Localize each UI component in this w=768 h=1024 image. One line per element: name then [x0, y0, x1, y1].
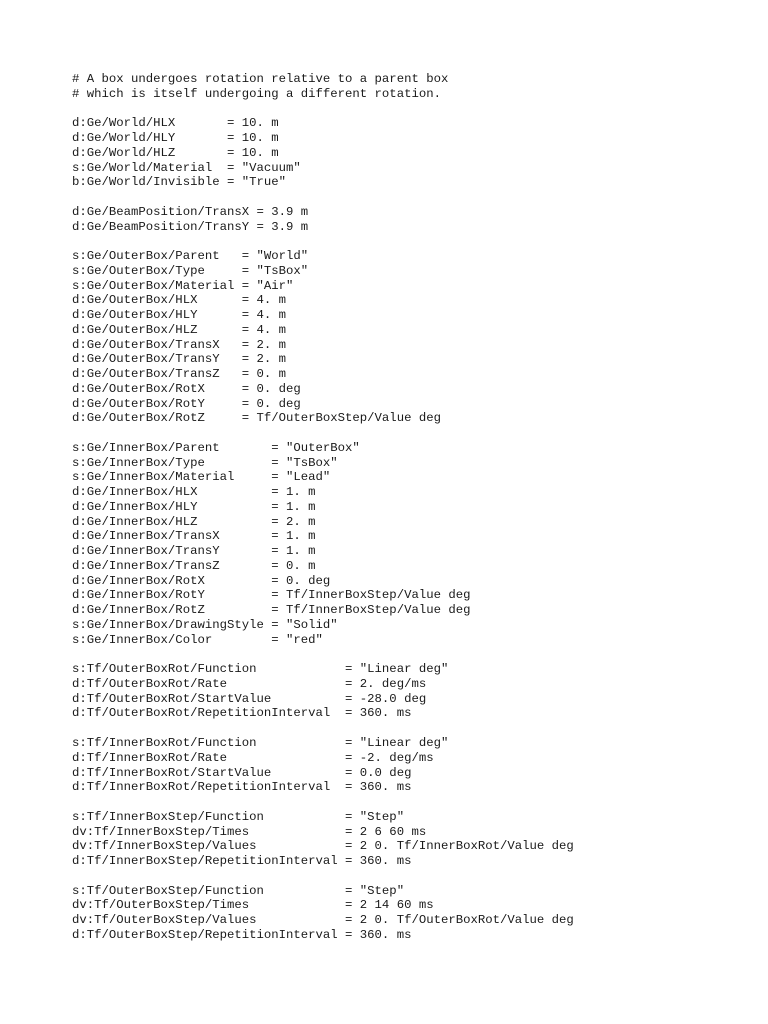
parameter-line: d:Ge/OuterBox/RotX = 0. deg [72, 381, 301, 396]
parameter-line: d:Ge/InnerBox/TransY = 1. m [72, 544, 316, 559]
parameter-line: s:Ge/InnerBox/DrawingStyle = "Solid" [72, 617, 338, 632]
parameter-line: d:Ge/OuterBox/HLY = 4. m [72, 308, 287, 323]
parameter-line: d:Ge/InnerBox/HLX = 1. m [72, 485, 316, 500]
parameter-line: d:Tf/InnerBoxRot/RepetitionInterval = 360. ms [72, 780, 412, 795]
parameter-line: s:Ge/OuterBox/Type = "TsBox" [72, 263, 309, 278]
parameter-line: d:Ge/InnerBox/RotZ = Tf/InnerBoxStep/Value deg [72, 603, 471, 618]
parameter-line: s:Ge/InnerBox/Color = "red" [72, 632, 323, 647]
inner-box-step-block [72, 810, 752, 869]
outer-box-rot-block [72, 662, 752, 721]
parameter-line: s:Tf/InnerBoxRot/Function = "Linear deg" [72, 736, 449, 751]
parameter-line: d:Ge/BeamPosition/TransX = 3.9 m [72, 204, 309, 219]
parameter-line: s:Ge/InnerBox/Type = "TsBox" [72, 455, 338, 470]
parameter-line: b:Ge/World/Invisible = "True" [72, 175, 287, 190]
parameter-line: d:Ge/OuterBox/TransZ = 0. m [72, 367, 287, 382]
inner-box-block [72, 441, 752, 648]
parameter-line: d:Ge/InnerBox/HLZ = 2. m [72, 514, 316, 529]
outer-box-step-block [72, 884, 752, 943]
parameter-line: dv:Tf/OuterBoxStep/Values = 2 0. Tf/OuterBoxRot/Value deg [72, 913, 574, 928]
parameter-file-document [72, 72, 752, 957]
header-comment-block [72, 72, 752, 102]
parameter-line: d:Ge/InnerBox/TransZ = 0. m [72, 558, 316, 573]
parameter-line: d:Ge/InnerBox/RotY = Tf/InnerBoxStep/Value deg [72, 588, 471, 603]
parameter-line: dv:Tf/OuterBoxStep/Times = 2 14 60 ms [72, 898, 434, 913]
parameter-line: d:Ge/OuterBox/RotY = 0. deg [72, 396, 301, 411]
parameter-line: s:Ge/OuterBox/Material = "Air" [72, 278, 294, 293]
inner-box-rot-block [72, 736, 752, 795]
parameter-line: s:Tf/InnerBoxStep/Function = "Step" [72, 809, 405, 824]
parameter-line: d:Tf/OuterBoxRot/StartValue = -28.0 deg [72, 691, 427, 706]
parameter-line: d:Tf/InnerBoxStep/RepetitionInterval = 360. ms [72, 854, 412, 869]
parameter-line: d:Tf/InnerBoxRot/StartValue = 0.0 deg [72, 765, 412, 780]
parameter-line: d:Tf/OuterBoxStep/RepetitionInterval = 360. ms [72, 927, 412, 942]
parameter-line: d:Ge/OuterBox/RotZ = Tf/OuterBoxStep/Value deg [72, 411, 441, 426]
parameter-line: d:Ge/World/HLZ = 10. m [72, 145, 279, 160]
comment-line: # A box undergoes rotation relative to a parent box [72, 72, 449, 86]
world-parameters-block [72, 116, 752, 190]
parameter-line: d:Ge/OuterBox/TransY = 2. m [72, 352, 287, 367]
parameter-line: s:Ge/InnerBox/Material = "Lead" [72, 470, 331, 485]
parameter-line: d:Ge/InnerBox/HLY = 1. m [72, 499, 316, 514]
parameter-line: d:Ge/World/HLY = 10. m [72, 131, 279, 146]
parameter-line: d:Ge/OuterBox/TransX = 2. m [72, 337, 287, 352]
parameter-line: s:Tf/OuterBoxStep/Function = "Step" [72, 883, 405, 898]
comment-line: # which is itself undergoing a different rotation. [72, 86, 441, 101]
parameter-line: s:Ge/World/Material = "Vacuum" [72, 160, 301, 175]
parameter-line: d:Ge/InnerBox/RotX = 0. deg [72, 573, 331, 588]
parameter-line: s:Ge/OuterBox/Parent = "World" [72, 249, 309, 264]
parameter-line: s:Ge/InnerBox/Parent = "OuterBox" [72, 440, 360, 455]
parameter-line: d:Ge/InnerBox/TransX = 1. m [72, 529, 316, 544]
outer-box-block [72, 249, 752, 426]
parameter-line: d:Tf/InnerBoxRot/Rate = -2. deg/ms [72, 750, 434, 765]
parameter-line: s:Tf/OuterBoxRot/Function = "Linear deg" [72, 662, 449, 677]
parameter-line: d:Tf/OuterBoxRot/Rate = 2. deg/ms [72, 676, 427, 691]
parameter-line: dv:Tf/InnerBoxStep/Times = 2 6 60 ms [72, 824, 427, 839]
parameter-line: d:Ge/BeamPosition/TransY = 3.9 m [72, 219, 309, 234]
parameter-line: d:Ge/OuterBox/HLX = 4. m [72, 293, 287, 308]
parameter-line: d:Ge/OuterBox/HLZ = 4. m [72, 322, 287, 337]
parameter-line: d:Tf/OuterBoxRot/RepetitionInterval = 360. ms [72, 706, 412, 721]
beam-position-block [72, 205, 752, 235]
parameter-line: dv:Tf/InnerBoxStep/Values = 2 0. Tf/InnerBoxRot/Value deg [72, 839, 574, 854]
parameter-line: d:Ge/World/HLX = 10. m [72, 116, 279, 131]
